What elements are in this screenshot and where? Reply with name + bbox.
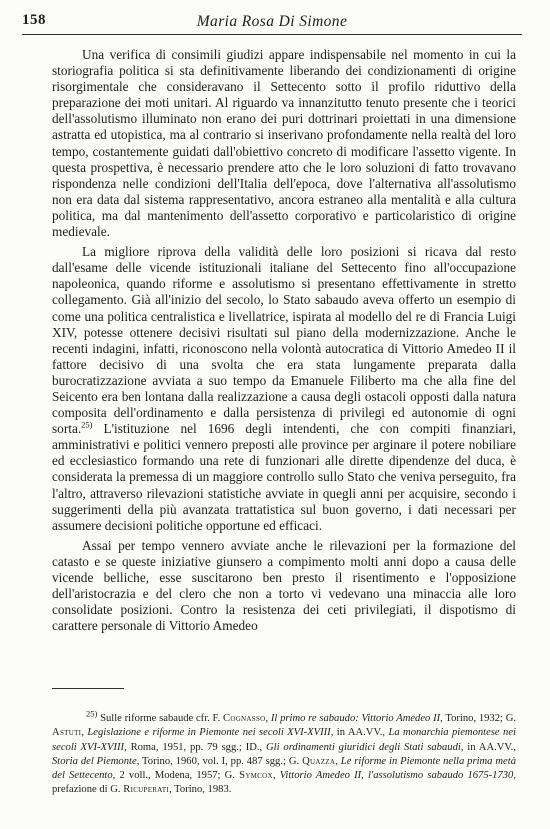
footnote [52,708,517,798]
paragraph-3: Assai per tempo vennero avviate anche le rilevazioni per la formazione del catasto e se queste iniziative giunsero a compimento molti anni dopo a causa delle vicende belliche, esse suscitarono ben presto il risentimento e l'opposizione dell'aristocrazia e del clero che non a torto vi vedevano una minaccia alle loro consolidate posizioni. Contro la resistenza dei ceti privilegiati, il dispotismo di carattere personale di Vittorio Amedeo [52,537,516,634]
footnote-text: , Roma, 1951, pp. 79 sgg.; ID., [124,741,263,753]
page-header [22,12,522,35]
footnote-number: 25) [86,708,98,719]
footnote-title: La monarchia piemontese nei secoli XVI-XVIII [52,727,516,753]
footnote-text: Sulle riforme sabaude cfr. F. [100,713,221,724]
footnote-title: Storia del Piemonte [52,755,137,767]
footnote-title: Le riforme in Piemonte nella prima metà del Settecento [52,755,516,782]
footnote-text: , Torino, 1960, vol. I, pp. 487 sgg.; G. [136,755,300,767]
paragraph-2 [52,244,516,534]
footnote-text: , 2 voll., Modena, 1957; G. [112,770,235,782]
footnote-reference: 25) [81,419,93,430]
footnote-divider [52,688,124,689]
footnote-author: Astuti [52,727,82,739]
page-number: 158 [22,12,46,28]
paragraph-2-continuation: L'istituzione nel 1696 degli intendenti, che con compiti finanziari, amministrativi e politici vennero preposti alle province per arginare il potere nobiliare ed ecclesiastico formando una rete di funzionari alle dirette dipendenze del duca, è considerata la premessa di un maggiore controllo sullo Stato che veniva perseguito, fra l'altro, attraverso rilevazioni statistiche avviate in quegli anni per acquisire, secondo i suggerimenti della più avanzata trattatistica sul buon governo, i dati necessari per assumere decisioni politiche opportune ed efficaci. [52,421,516,533]
running-head: Maria Rosa Di Simone [196,13,348,30]
paragraph-2-text: La migliore riprova della validità delle loro posizioni si ricava dal resto dall'esame delle vicende istituzionali italiane del Settecento fino all'occupazione napoleonica, quando riforme e assolutismo si presentano effettivamente in stretto collegamento. Già all'inizio del secolo, lo Stato sabaudo aveva offerto un esempio di come una politica centralistica e livellatrice, ispirata al modello del re di Francia Luigi XIV, potesse ottenere decisivi risultati sul piano della modernizzazione. Anche le recenti indagini, infatti, riconoscono nella volontà autocratica di Vittorio Amedeo II il fattore decisivo di una svolta che era stata lungamente preparata dalla burocratizzazione avviata a suo tempo da Emanuele Filiberto ma che alla fine del Seicento era ben lontana dalla realizzazione a causa degli ostacoli opposti dalla natura composita dell'ordinamento e dalla persistenza di privilegi ed autonomie di ogni sorta. [52,244,516,437]
footnote-author: Symcox [239,770,273,782]
footnote-text: , prefazione di G. [52,770,517,796]
paragraph-1: Una verifica di consimili giudizi appare indispensabile nel momento in cui la storiografia politica si sta definitivamente liberando dei condizionamenti di origine risorgimentale che consideravano il Settecento sotto il profilo riduttivo della preparazione dei moti unitari. Al riguardo va innanzitutto tenuto presente che i teorici dell'assolutismo illuminato non erano dei puri dottrinari proiettati in una dimensione astratta ed utopistica, ma al contrario si inserivano profondamente nella realtà del loro tempo, costantemente guidati dall'obiettivo concreto di modificare l'assetto vigente. In questa prospettiva, è necessario prendere atto che le loro soluzioni di fatto trovavano rispondenza nelle condizioni dell'Italia dell'epoca, dove l'alternativa all'assolutismo non era data dal sistema rappresentativo, ancora estraneo alla mentalità e alla cultura politica, ma dal mantenimento dell'assetto corporativo e particolaristico di origine medievale. [52,47,516,240]
footnote-title: Vittorio Amedeo II, l'assolutismo sabaudo 1675-1730 [279,770,514,782]
body-text [52,47,516,638]
footnote-text: , in AA.VV., [460,741,516,753]
footnote-author: Cognasso [222,713,266,724]
footnote-title: Gli ordinamenti giuridici degli Stati sabaudi [266,741,461,753]
footnote-text: , in AA.VV., [330,727,386,739]
footnote-text: , Torino, 1932; G. [440,713,517,724]
footnote-author: Quazza [302,755,336,767]
footnote-title: Il primo re sabaudo: Vittorio Amedeo II [270,713,441,724]
footnote-25: $^{25)}$ Sulle riforme sabaude cfr. F. Cognasso, Il primo re sabaudo: Vittorio Amedeo II, Torino, 1932; G. Astuti, Legislazione e riforme in Piemonte nei secoli XVI-XVIII, in AA.VV., La monarchia piemontese nei secoli XVI-XVIII, Roma, 1951, pp. 79 sgg.; ID., Gli ordinamenti giuridici degli Stati sabaudi, in AA.VV., Storia del Piemonte, Torino, 1960, vol. I, pp. 487 sgg.; G. Quazza, Le riforme in Piemonte nella prima metà del Settecento, 2 voll., Modena, 1957; G. Symcox, Vittorio Amedeo II, l'assolutismo sabaudo 1675-1730, prefazione di G. Ricuperati, Torino, 1983. [52,708,517,796]
footnote-author: Ricuperati [123,784,170,796]
footnote-text: , Torino, 1983. [169,784,232,796]
footnote-title: Legislazione e riforme in Piemonte nei secoli XVI-XVIII [87,727,331,739]
